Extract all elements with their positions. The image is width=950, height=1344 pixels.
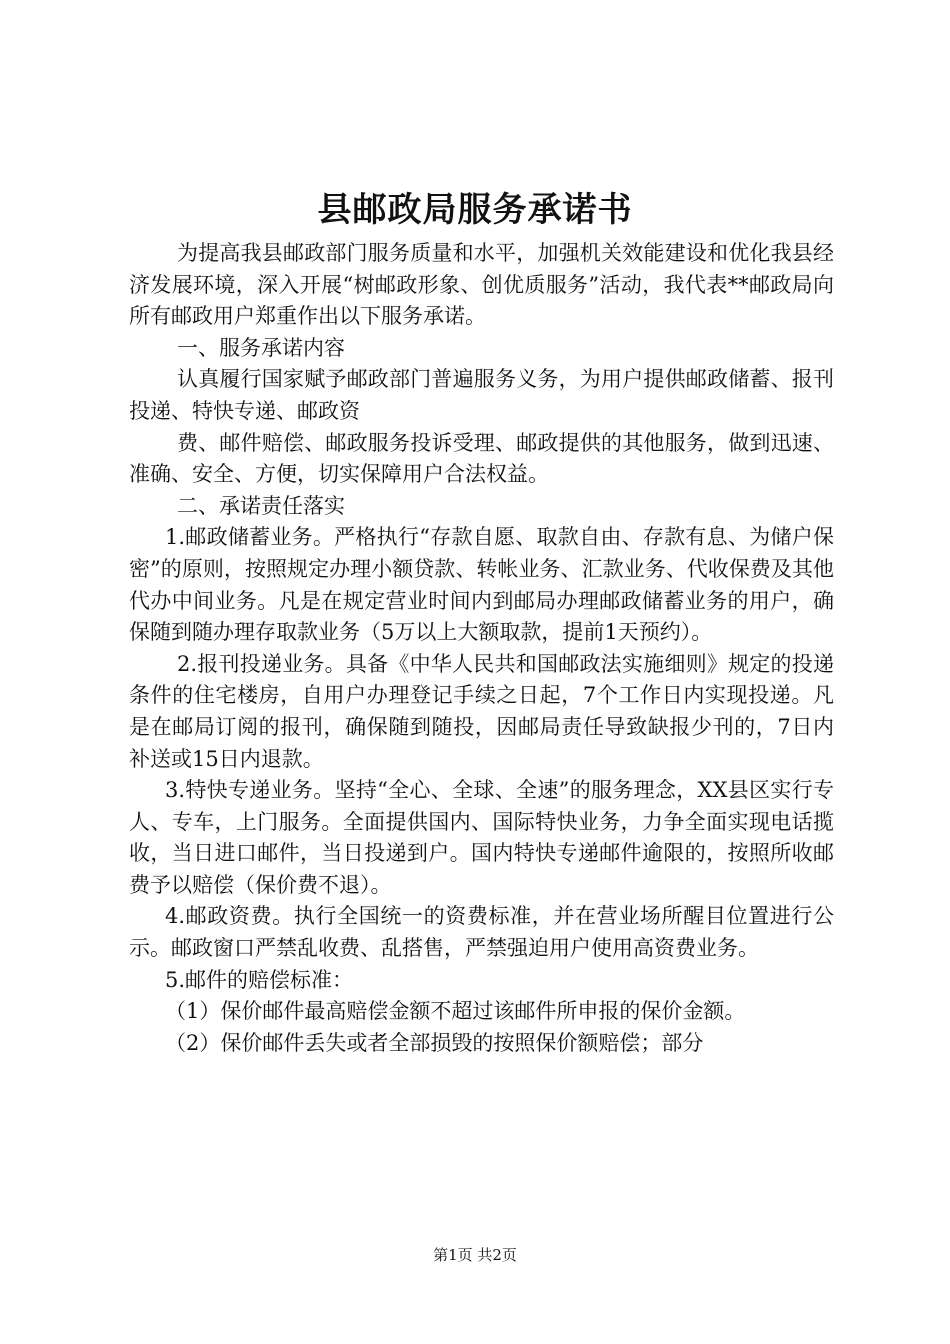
body-paragraph: 费、邮件赔偿、邮政服务投诉受理、邮政提供的其他服务，做到迅速、准确、安全、方便，切实保障用户合法权益。 — [129, 430, 834, 487]
item-postage: 4.邮政资费。执行全国统一的资费标准，并在营业场所醒目位置进行公示。邮政窗口严禁乱收费、乱搭售，严禁强迫用户使用高资费业务。 — [129, 904, 834, 961]
section-heading-2: 二、承诺责任落实 — [177, 493, 345, 518]
document-title: 县邮政局服务承诺书 — [317, 190, 633, 230]
item-newspaper-delivery: 2.报刊投递业务。具备《中华人民共和国邮政法实施细则》规定的投递条件的住宅楼房，自用户办理登记手续之日起，7个工作日内实现投递。凡是在邮局订阅的报刊，确保随到随投，因邮局责任导致缺报少刊的，7日内补送或15日内退款。 — [129, 651, 834, 771]
document-body — [129, 238, 834, 1059]
page-number: 第1页 共2页 — [433, 1246, 517, 1264]
item-express: 3.特快专递业务。坚持“全心、全球、全速”的服务理念，XX县区实行专人、专车，上门服务。全面提供国内、国际特快业务，力争全面实现电话揽收，当日进口邮件，当日投递到户。国内特快专递邮件逾限的，按照所收邮费予以赔偿（保价费不退）。 — [129, 778, 834, 897]
body-paragraph: 认真履行国家赋予邮政部门普遍服务义务，为用户提供邮政储蓄、报刊投递、特快专递、邮政资 — [129, 367, 834, 423]
intro-paragraph: 为提高我县邮政部门服务质量和水平，加强机关效能建设和优化我县经济发展环境，深入开展“树邮政形象、创优质服务”活动，我代表**邮政局向所有邮政用户郑重作出以下服务承诺。 — [129, 241, 834, 329]
sub-item-2: （2）保价邮件丢失或者全部损毁的按照保价额赔偿；部分 — [165, 1030, 704, 1055]
item-compensation: 5.邮件的赔偿标准： — [165, 967, 354, 992]
section-heading-1: 一、服务承诺内容 — [177, 335, 345, 360]
sub-item-1: （1）保价邮件最高赔偿金额不超过该邮件所申报的保价金额。 — [165, 999, 746, 1024]
item-savings: 1.邮政储蓄业务。严格执行“存款自愿、取款自由、存款有息、为储户保密”的原则，按照规定办理小额贷款、转帐业务、汇款业务、代收保费及其他代办中间业务。凡是在规定营业时间内到邮局办理邮政储蓄业务的用户，确保随到随办理存取款业务（5万以上大额取款，提前1天预约）。 — [129, 525, 834, 645]
